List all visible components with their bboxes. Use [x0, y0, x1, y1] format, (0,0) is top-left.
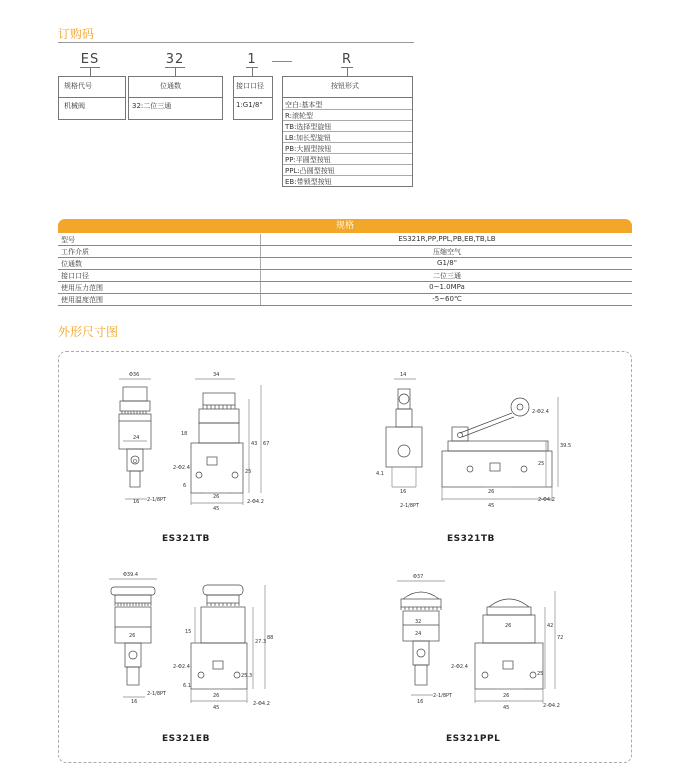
dim-label: Ο	[133, 459, 137, 465]
model-name: ES321TB	[162, 534, 210, 544]
drawing-es321eb	[95, 567, 285, 737]
dim-label: Φ37	[413, 574, 424, 580]
connector	[347, 68, 348, 76]
order-code-title: 订购码	[58, 27, 95, 41]
dimensions-title: 外形尺寸图	[58, 325, 119, 339]
front-view	[386, 379, 422, 487]
dim-label: 16	[133, 499, 140, 505]
code-part-32: 32	[165, 52, 185, 67]
spec-value: 二位三通	[433, 272, 461, 280]
dim-label: 45	[213, 506, 220, 512]
dim-label: 25	[537, 671, 544, 677]
title-divider	[58, 42, 414, 43]
button-option: 空白:基本型	[285, 101, 323, 109]
dim-label: 2-Φ4.2	[543, 703, 560, 709]
dim-label: 16	[131, 699, 138, 705]
dim-label: 27.3	[255, 639, 267, 645]
dim-label: 2-Φ2.4	[532, 409, 549, 415]
dim-label: 26	[488, 489, 495, 495]
spec-label: 型号	[61, 236, 75, 244]
dim-label: Φ36	[129, 372, 140, 378]
dim-label: 26	[129, 633, 136, 639]
dim-label: 2-1/8PT	[400, 503, 420, 509]
spec-row	[58, 294, 632, 306]
dim-label: 72	[557, 635, 564, 641]
dim-label: 88	[267, 635, 274, 641]
button-option: LB:加长型旋钮	[285, 134, 332, 142]
dim-label: 2-1/8PT	[433, 693, 453, 699]
code-part-r: R	[341, 52, 353, 67]
spec-row	[58, 282, 632, 294]
spec-row	[58, 270, 632, 282]
code-dash	[272, 61, 292, 62]
dim-label: 25.3	[241, 673, 253, 679]
spec-value: G1/8"	[437, 259, 457, 267]
dim-label: 16	[417, 699, 424, 705]
dim-label: 26	[505, 623, 512, 629]
side-view	[475, 591, 555, 703]
model-name: ES321PPL	[446, 734, 501, 744]
button-option: PB:大圆型按钮	[285, 145, 332, 153]
order-value: 1:G1/8"	[236, 101, 263, 109]
spec-value: 压缩空气	[433, 248, 461, 256]
dim-label: 2-1/8PT	[147, 691, 167, 697]
button-option: PPL:凸圆型按钮	[285, 167, 335, 175]
spec-value: 0~1.0MPa	[429, 283, 465, 291]
button-option: R:滚轮型	[285, 112, 314, 120]
order-header: 规格代号	[64, 82, 92, 90]
spec-row	[58, 258, 632, 270]
dim-label: 4.1	[376, 471, 384, 477]
spec-label: 工作介质	[61, 248, 89, 256]
spec-label: 位通数	[61, 260, 82, 268]
dim-label: 2-Φ4.2	[247, 499, 264, 505]
dim-label: 67	[263, 441, 270, 447]
order-header: 按钮形式	[331, 82, 359, 90]
dim-label: 2-1/8PT	[147, 497, 167, 503]
drawing-es321ppl	[385, 567, 575, 737]
spec-row	[58, 246, 632, 258]
dim-label: 2-Φ4.2	[253, 701, 270, 707]
spec-value: -5~60℃	[432, 295, 462, 303]
code-part-es: ES	[80, 52, 100, 67]
dim-label: 2-Φ4.2	[538, 497, 555, 503]
drawing-es321tb-knob	[95, 365, 285, 535]
dim-label: 25	[538, 461, 545, 467]
dim-label: 42	[547, 623, 554, 629]
dim-label: 43	[251, 441, 258, 447]
dim-label: Φ39.4	[123, 572, 139, 578]
dim-label: 45	[488, 503, 495, 509]
spec-label: 接口口径	[61, 272, 89, 280]
order-value: 机械阀	[64, 102, 85, 110]
dim-label: 24	[415, 631, 422, 637]
order-header: 接口口径	[236, 82, 264, 90]
connector	[252, 68, 253, 76]
dim-label: 2-Φ2.4	[173, 664, 190, 670]
dim-label: 14	[400, 372, 407, 378]
dim-label: 6.1	[183, 683, 191, 689]
dim-label: 45	[503, 705, 510, 711]
dim-label: 25	[245, 469, 252, 475]
side-view	[191, 585, 265, 703]
dim-label: 16	[400, 489, 407, 495]
dim-label: 32	[415, 619, 422, 625]
dim-label: 39.5	[560, 443, 572, 449]
model-name: ES321EB	[162, 734, 210, 744]
dim-label: 2-Φ2.4	[451, 664, 468, 670]
spec-label: 使用温度范围	[61, 296, 103, 304]
dim-label: 2-Φ2.4	[173, 465, 190, 471]
code-part-1: 1	[247, 52, 257, 67]
button-option: PP:平圆型按钮	[285, 156, 331, 164]
dim-label: 15	[185, 629, 192, 635]
dim-label: 24	[133, 435, 140, 441]
spec-label: 使用压力范围	[61, 284, 103, 292]
dim-label: 26	[503, 693, 510, 699]
front-view	[397, 581, 445, 695]
model-name: ES321TB	[447, 534, 495, 544]
connector	[90, 68, 91, 76]
dim-label: 26	[213, 693, 220, 699]
dim-label: 6	[183, 483, 187, 489]
dim-label: 26	[213, 494, 220, 500]
drawing-es321tb-roller	[372, 365, 572, 535]
button-option: EB:带锁型按钮	[285, 178, 332, 186]
button-option: TB:选择型旋钮	[285, 123, 332, 131]
order-header: 位通数	[160, 82, 181, 90]
spec-header: 规格	[58, 219, 632, 233]
dim-label: 45	[213, 705, 220, 711]
dim-label: 34	[213, 372, 220, 378]
spec-value: ES321R,PP,PPL,PB,EB,TB,LB	[398, 235, 496, 243]
connector	[175, 68, 176, 76]
order-value: 32:二位三通	[132, 102, 172, 110]
dim-label: 18	[181, 431, 188, 437]
spec-row	[58, 234, 632, 246]
